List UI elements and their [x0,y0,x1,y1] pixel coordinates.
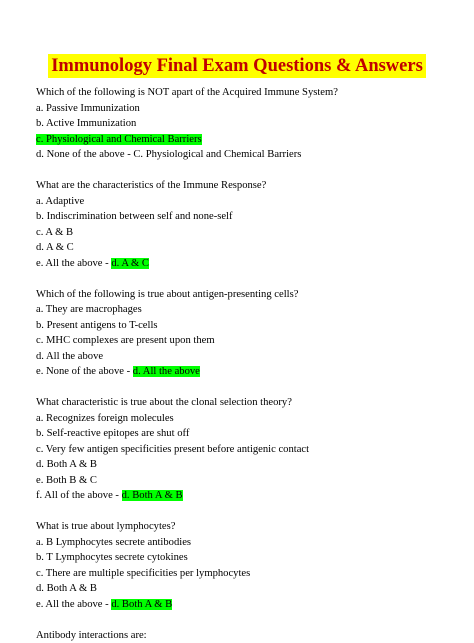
question-block-2 [36,178,456,271]
answer-option: e. Both B & C [36,473,456,489]
question-block-3 [36,287,456,380]
question-block-1 [36,85,456,163]
question-block-5 [36,519,456,612]
answer-option-prefix: f. All of the above - [36,490,122,501]
answer-option: d. A & C [36,240,456,256]
answer-option: b. Active Immunization [36,116,456,132]
answer-option: b. T Lymphocytes secrete cytokines [36,550,456,566]
answer-option-prefix: e. All the above - [36,258,111,269]
answer-option-prefix: e. All the above - [36,599,111,610]
answer-option: d. Both A & B [36,457,456,473]
answer-option-prefix: e. None of the above - [36,366,133,377]
answer-option [36,256,456,272]
correct-answer-highlight: d. A & C [111,258,149,269]
answer-option: a. Recognizes foreign molecules [36,411,456,427]
question-text: Antibody interactions are: [36,628,456,643]
answer-option: c. Very few antigen specificities present before antigenic contact [36,442,456,458]
question-list [36,85,456,643]
answer-option: a. B Lymphocytes secrete antibodies [36,535,456,551]
page-title: Immunology Final Exam Questions & Answers [48,54,426,78]
answer-option: d. All the above [36,349,456,365]
answer-option [36,597,456,613]
answer-option: c. MHC complexes are present upon them [36,333,456,349]
correct-answer-highlight: d. All the above [133,366,200,377]
question-text: What are the characteristics of the Immune Response? [36,178,456,194]
answer-option: b. Self-reactive epitopes are shut off [36,426,456,442]
question-text: What characteristic is true about the clonal selection theory? [36,395,456,411]
answer-option: b. Indiscrimination between self and none-self [36,209,456,225]
answer-option-correct [36,132,456,148]
answer-option: a. Passive Immunization [36,101,456,117]
answer-option: d. None of the above - C. Physiological and Chemical Barriers [36,147,456,163]
answer-option: c. A & B [36,225,456,241]
question-block-6 [36,628,456,643]
answer-option: d. Both A & B [36,581,456,597]
correct-answer-highlight: d. Both A & B [122,490,183,501]
answer-option: a. Adaptive [36,194,456,210]
correct-answer-highlight: d. Both A & B [111,599,172,610]
answer-option: c. There are multiple specificities per lymphocytes [36,566,456,582]
question-block-4 [36,395,456,504]
answer-option [36,488,456,504]
answer-option: a. They are macrophages [36,302,456,318]
correct-answer-highlight: c. Physiological and Chemical Barriers [36,134,202,145]
question-text: Which of the following is true about antigen-presenting cells? [36,287,456,303]
question-text: Which of the following is NOT apart of the Acquired Immune System? [36,85,456,101]
question-text: What is true about lymphocytes? [36,519,456,535]
title-container [0,54,474,78]
answer-option: b. Present antigens to T-cells [36,318,456,334]
answer-option [36,364,456,380]
